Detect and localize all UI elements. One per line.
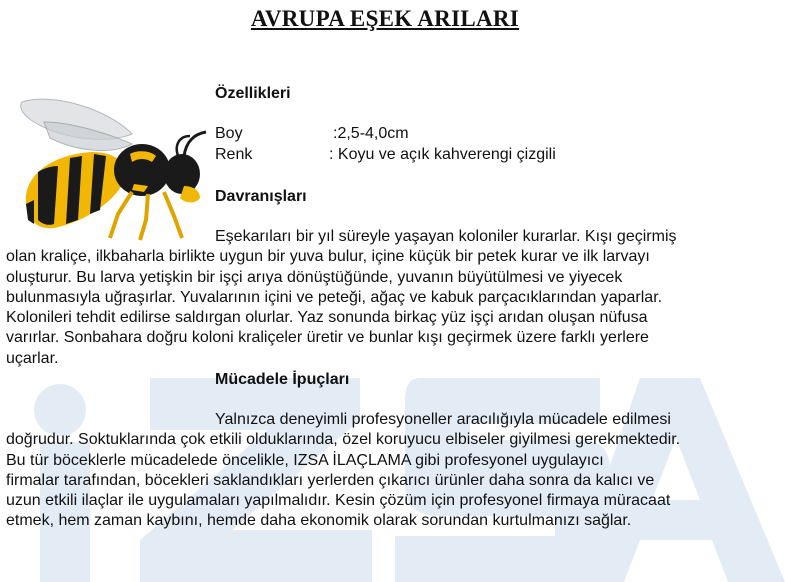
behavior-line: Eşekarıları bir yıl süreyle yaşayan koloniler kurarlar. Kışı geçirmiş [215, 228, 677, 245]
wasp-illustration [14, 92, 209, 242]
features-heading: Özellikleri [215, 85, 291, 102]
behavior-paragraph [6, 227, 781, 369]
control-line: doğrudur. Soktuklarında çok etkili olduklarında, özel koruyucu elbiseler giyilmesi gerekmektedir. [6, 431, 681, 449]
size-value: :2,5-4,0cm [333, 125, 409, 142]
behavior-line: varırlar. Sonbahara doğru koloni kraliçeler üretir ve bunlar kışı geçirmek üzere farklı yerlere [6, 329, 649, 347]
behavior-line: bulunmasıyla uğraşırlar. Yuvalarının içini ve peteği, ağaç ve kabuk parçacıklarından yaparlar. [6, 288, 663, 306]
control-line: etmek, hem zaman kaybını, hemde daha ekonomik olarak sorundan kurtulmanızı sağlar. [6, 512, 632, 530]
behavior-line: oluşturur. Bu larva yetişkin bir işçi arıya dönüştüğünde, yuvanın büyütülmesi ve yiyecek [6, 268, 623, 286]
control-line: Yalnızca deneyimli profesyoneller aracılığıyla mücadele edilmesi [215, 411, 671, 428]
page-title: AVRUPA EŞEK ARILARI [250, 6, 520, 31]
control-line: firmalar tarafından, böcekleri saklandıkları yerlerden çıkarıcı ürünler daha sonra da kalıcı ve [6, 471, 655, 489]
control-line: uzun etkili ilaçlar ile uygulamaları yapılmalıdır. Kesin çözüm için profesyonel firmaya müracaat [6, 492, 671, 510]
behavior-heading: Davranışları [215, 188, 307, 205]
control-line: Bu tür böceklerle mücadelede öncelikle, IZSA İLAÇLAMA gibi profesyonel uygulayıcı [6, 451, 604, 469]
control-heading: Mücadele İpuçları [215, 371, 350, 388]
behavior-line: olan kraliçe, ilkbaharla birlikte uygun bir yuva bulur, içine küçük bir petek kurar ve ilk larvayı [6, 248, 650, 266]
size-label: Boy [215, 125, 243, 142]
color-value: : Koyu ve açık kahverengi çizgili [329, 146, 556, 163]
control-paragraph [6, 410, 781, 532]
behavior-line: uçarlar. [6, 349, 59, 367]
behavior-line: Kolonileri tehdit edilirse saldırgan olurlar. Yaz sonunda birkaç yüz işçi arıdan oluşan nüfusa [6, 309, 648, 327]
color-label: Renk [215, 146, 253, 163]
